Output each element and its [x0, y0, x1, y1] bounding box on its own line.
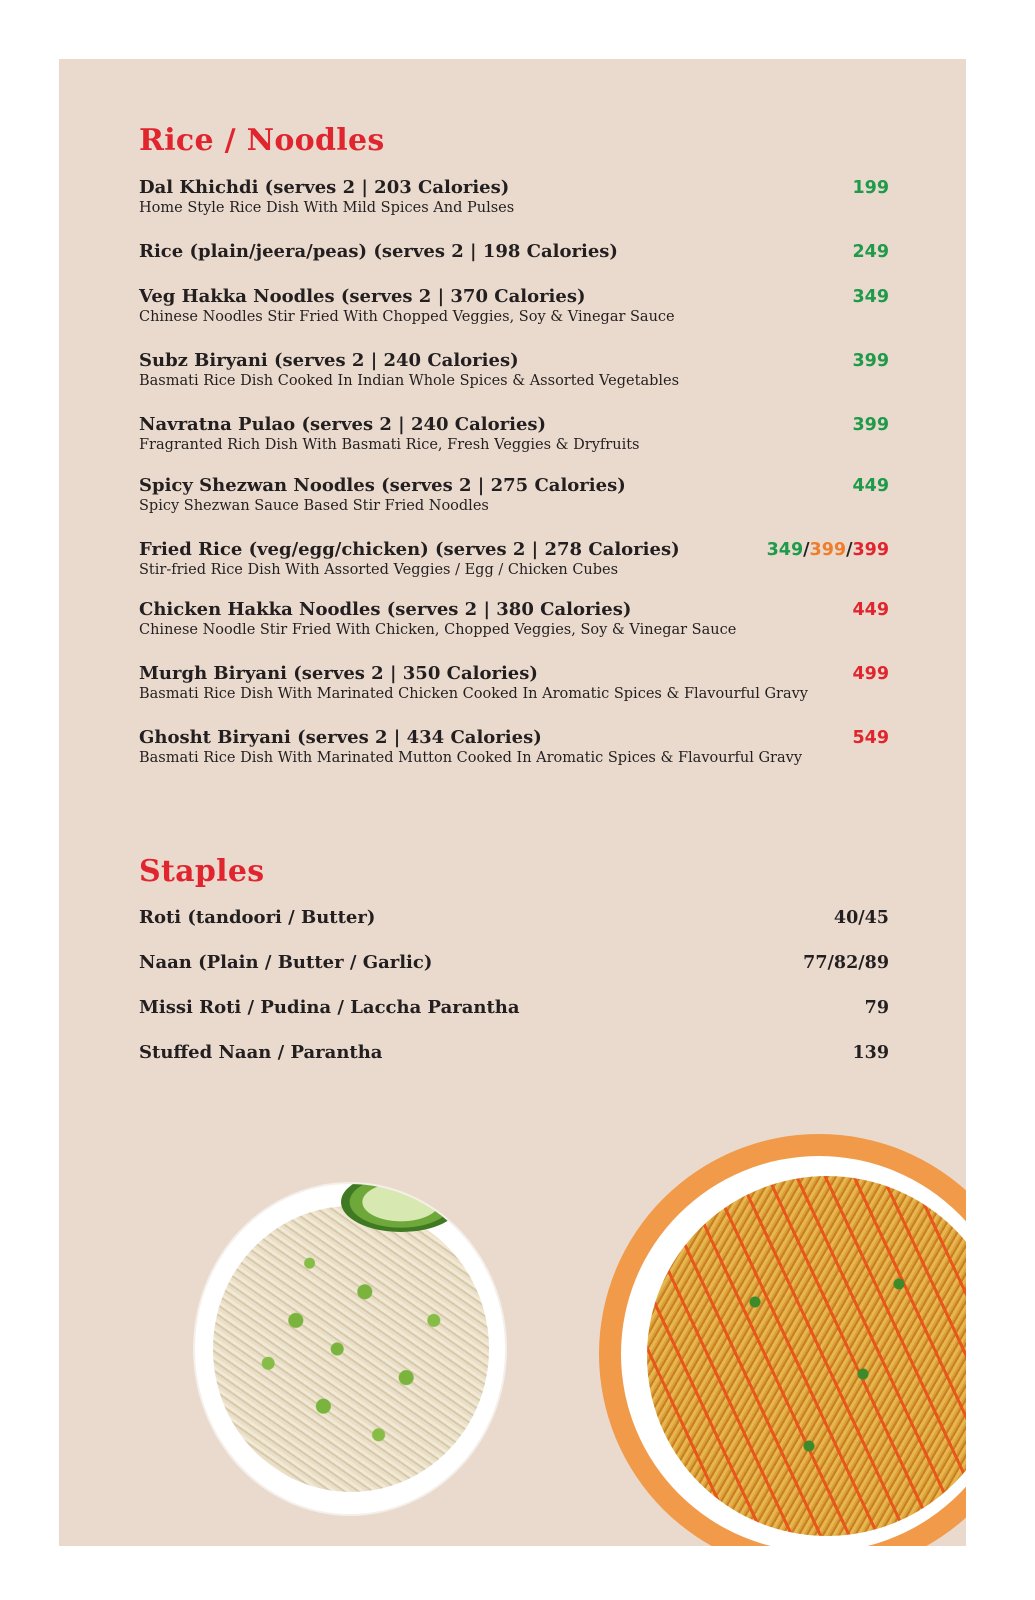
section-title-rice-noodles: Rice / Noodles [139, 123, 385, 158]
item-price: 399 [852, 351, 889, 371]
noodle-plate [621, 1156, 966, 1546]
staple-item-roti [139, 907, 889, 929]
price-separator: / [803, 540, 810, 560]
item-description: Basmati Rice Dish Cooked In Indian Whole Spices & Assorted Vegetables [139, 373, 680, 389]
menu-item-murgh-biryani [139, 663, 889, 703]
item-name: Dal Khichdi (serves 2 | 203 Calories) [139, 177, 510, 198]
price-veg: 349 [766, 540, 804, 560]
item-name: Spicy Shezwan Noodles (serves 2 | 275 Calories) [139, 475, 626, 496]
staple-item-stuffed-naan [139, 1042, 889, 1064]
item-price: 549 [852, 728, 889, 748]
price-egg: 399 [809, 540, 847, 560]
item-description: Fragranted Rich Dish With Basmati Rice, Fresh Veggies & Dryfruits [139, 437, 640, 453]
item-price: 399 [852, 415, 889, 435]
peas-pulao-icon [195, 1184, 505, 1514]
item-name: Navratna Pulao (serves 2 | 240 Calories) [139, 414, 547, 435]
menu-item-subz-biryani [139, 350, 889, 390]
item-price: 349 [852, 287, 889, 307]
item-name: Ghosht Biryani (serves 2 | 434 Calories) [139, 727, 542, 748]
item-price: 77/82/89 [803, 953, 889, 973]
noodle-dish [647, 1176, 966, 1536]
rice-dish [213, 1206, 489, 1492]
item-name: Fried Rice (veg/egg/chicken) (serves 2 | 278 Calories) [139, 539, 680, 560]
item-name: Missi Roti / Pudina / Laccha Parantha [139, 997, 520, 1018]
item-name: Stuffed Naan / Parantha [139, 1042, 383, 1063]
item-price: 40/45 [833, 908, 889, 928]
menu-item-veg-hakka-noodles [139, 286, 889, 326]
price-separator: / [846, 540, 853, 560]
item-description: Basmati Rice Dish With Marinated Mutton Cooked In Aromatic Spices & Flavourful Gravy [139, 750, 803, 766]
item-name: Veg Hakka Noodles (serves 2 | 370 Calories) [139, 286, 586, 307]
menu-item-navratna-pulao [139, 414, 889, 454]
menu-item-rice [139, 241, 889, 263]
item-price: 499 [852, 664, 889, 684]
item-description: Chinese Noodle Stir Fried With Chicken, Chopped Veggies, Soy & Vinegar Sauce [139, 622, 737, 638]
item-description: Chinese Noodles Stir Fried With Chopped Veggies, Soy & Vinegar Sauce [139, 309, 675, 325]
section-title-staples: Staples [139, 854, 265, 889]
item-description: Home Style Rice Dish With Mild Spices And Pulses [139, 200, 515, 216]
item-price: 449 [852, 476, 889, 496]
price-chicken: 399 [852, 540, 889, 560]
item-description: Basmati Rice Dish With Marinated Chicken Cooked In Aromatic Spices & Flavourful Gravy [139, 686, 808, 702]
item-name: Rice (plain/jeera/peas) (serves 2 | 198 Calories) [139, 241, 618, 262]
item-price: 199 [852, 178, 889, 198]
menu-item-ghosht-biryani [139, 727, 889, 767]
item-description: Spicy Shezwan Sauce Based Stir Fried Noodles [139, 498, 489, 514]
menu-item-dal-khichdi [139, 177, 889, 217]
hakka-noodles-icon [599, 1134, 966, 1546]
menu-item-spicy-shezwan-noodles [139, 475, 889, 515]
item-price: 449 [852, 600, 889, 620]
staple-item-missi-roti [139, 997, 889, 1019]
item-price: 249 [852, 242, 889, 262]
menu-item-chicken-hakka-noodles [139, 599, 889, 639]
item-name: Chicken Hakka Noodles (serves 2 | 380 Calories) [139, 599, 632, 620]
item-name: Roti (tandoori / Butter) [139, 907, 376, 928]
menu-item-fried-rice [139, 539, 889, 579]
item-name: Murgh Biryani (serves 2 | 350 Calories) [139, 663, 538, 684]
item-description: Stir-fried Rice Dish With Assorted Veggies / Egg / Chicken Cubes [139, 562, 619, 578]
item-name: Subz Biryani (serves 2 | 240 Calories) [139, 350, 519, 371]
item-price-group [767, 539, 889, 561]
menu-page [59, 59, 966, 1546]
item-name: Naan (Plain / Butter / Garlic) [139, 952, 433, 973]
staple-item-naan [139, 952, 889, 974]
item-price: 79 [864, 998, 889, 1018]
item-price: 139 [852, 1043, 889, 1063]
